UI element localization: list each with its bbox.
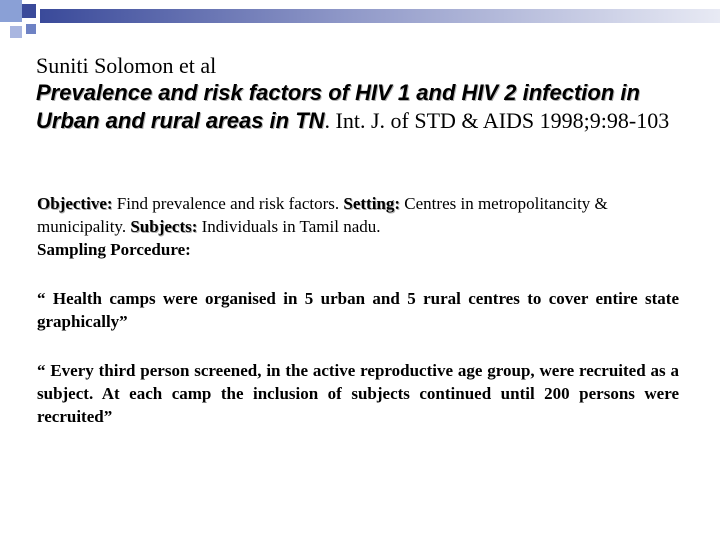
sampling-label: Sampling Porcedure: (37, 240, 191, 259)
objective-label: Objective: (37, 194, 113, 213)
setting-label: Setting: (343, 194, 401, 213)
decor-square (10, 26, 22, 38)
quote-recruitment: “ Every third person screened, in the active reproductive age group, were recruited as a subject. At each camp the inclusion of subjects continued until 200 persons were recruited” (37, 361, 679, 426)
setting-text: Centres in metropolitancity & municipality. (37, 194, 608, 236)
study-summary (37, 192, 679, 261)
decor-square (0, 0, 22, 22)
paper-title: Prevalence and risk factors of HIV 1 and HIV 2 infection in Urban and rural areas in TN (36, 80, 640, 133)
objective-text: Find prevalence and risk factors. (112, 194, 344, 213)
subjects-label: Subjects: (130, 217, 198, 236)
author-line: Suniti Solomon et al (36, 53, 217, 78)
subjects-text: Individuals in Tamil nadu. (197, 217, 381, 236)
decor-square (26, 24, 36, 34)
citation (36, 79, 686, 135)
header-gradient-bar (40, 9, 720, 23)
quote-health-camps: “ Health camps were organised in 5 urban and 5 rural centres to cover entire state graphically” (37, 289, 679, 331)
journal-reference: . Int. J. of STD & AIDS 1998;9:98-103 (324, 108, 670, 133)
decor-square (22, 4, 36, 18)
